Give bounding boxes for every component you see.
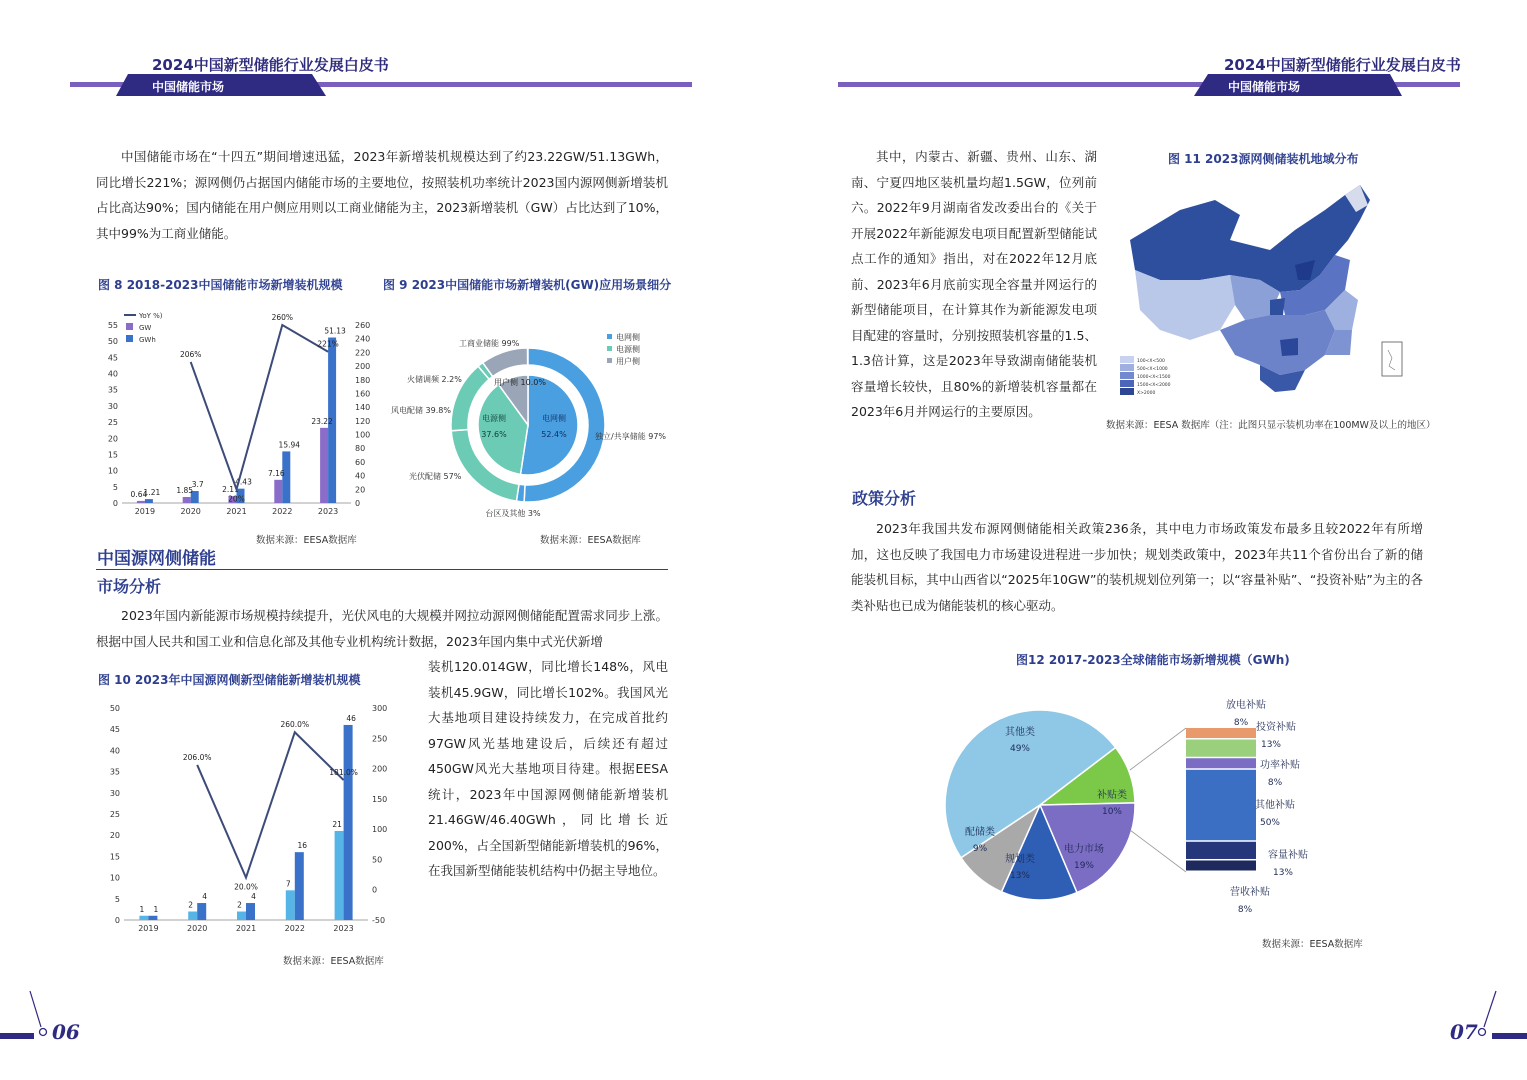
y2-tick-label: 140 bbox=[355, 403, 371, 413]
y-tick-label: 40 bbox=[109, 746, 120, 756]
fig12-title: 图12 2017-2023全球储能市场新增规模（GWh) bbox=[1016, 653, 1290, 667]
bar-gw bbox=[286, 890, 295, 920]
data-label-gwh: 51.13 bbox=[324, 326, 346, 336]
data-label-gw: 23.22 bbox=[311, 416, 333, 426]
outer-label: 光伏配储 57% bbox=[409, 472, 462, 481]
y-tick-label: 45 bbox=[109, 725, 120, 735]
region-paragraph: 其中，内蒙古、新疆、贵州、山东、湖南、宁夏四地区装机量均超1.5GW，位列前六。2022年9月湖南省发改委出台的《关于开展2022年新能源发电项目配置新型储能试点工作的通知》指出，对在2022年12月底前、2023年6月底前实现全容量并网运行的新型储能项目，在计算其作为新能源发电项目配建的容量时，分别按照装机容量的1.5、1.3倍计算，这是2023年导致湖南储能装机容量增长较快，且80%的新增装机容量都在2023年6月并网运行的主要原因。 bbox=[851, 149, 1097, 419]
inner-value: 37.6% bbox=[481, 430, 507, 439]
left-intro-paragraph: 中国储能市场在“十四五”期间增速迅猛，2023年新增装机规模达到了约23.22GW/51.13GWh，同比增长221%；源网侧仍占据国内储能市场的主要地位，按照装机功率统计2023国内源网侧新增装机占比高达90%；国内储能在用户侧应用则以工商业储能为主，2023新增装机（GW）占比达到了10%，其中99%为工商业储能。 bbox=[96, 149, 668, 241]
legend-gw: GW bbox=[139, 324, 152, 332]
map-source: 数据来源：EESA 数据库（注：此图只显示装机功率在100MW及以上的地区） bbox=[1106, 420, 1436, 431]
yoy-line bbox=[191, 325, 328, 489]
legend-gw-swatch bbox=[126, 323, 133, 330]
breakdown-segment bbox=[1186, 740, 1256, 757]
bar-gwh bbox=[246, 903, 255, 920]
data-label-gwh: 46 bbox=[346, 713, 356, 723]
map-legend-1: 100<X<500 bbox=[1137, 359, 1165, 364]
y-tick-label: 40 bbox=[107, 369, 118, 379]
data-label-yoy: 260% bbox=[271, 313, 294, 322]
fig10-title: 图 10 2023年中国源网侧新型储能新增装机规模 bbox=[98, 673, 361, 687]
slice-value: 9% bbox=[972, 844, 988, 854]
market-paragraph-1: 2023年国内新能源市场规模持续提升，光伏风电的大规模并网拉动源网侧储能配置需求同步上涨。根据中国人民共和国工业和信息化部及其他专业机构统计数据，2023年国内集中式光伏新增 bbox=[96, 608, 668, 649]
x-tick-label: 2020 bbox=[187, 924, 208, 933]
right-header-banner bbox=[830, 0, 1527, 105]
breakdown-label: 营收补贴 bbox=[1230, 887, 1270, 898]
y-tick-label: 15 bbox=[107, 450, 118, 460]
breakdown-segment bbox=[1186, 758, 1256, 768]
bar-gwh bbox=[197, 903, 206, 920]
slice-label: 配储类 bbox=[965, 827, 995, 838]
y-tick-label: 0 bbox=[114, 916, 120, 925]
x-tick-label: 2020 bbox=[180, 507, 201, 516]
yoy-line bbox=[197, 732, 343, 877]
y-tick-label: 25 bbox=[109, 810, 120, 819]
y-tick-label: 20 bbox=[107, 434, 118, 444]
map-legend-2: 500<X<1000 bbox=[1137, 367, 1168, 372]
breakdown-segment bbox=[1186, 770, 1256, 841]
inner-label: 电源侧 bbox=[482, 414, 506, 423]
map-legend-4: 1500<X<2000 bbox=[1137, 383, 1171, 388]
fig10-source: 数据来源：EESA数据库 bbox=[283, 956, 384, 967]
y2-tick-label: 200 bbox=[372, 764, 388, 774]
bar-gw bbox=[335, 831, 344, 920]
fig8-source: 数据来源：EESA数据库 bbox=[256, 535, 357, 546]
fig10-chart bbox=[96, 698, 406, 938]
data-label-gw: 1 bbox=[139, 904, 145, 914]
y-tick-label: 45 bbox=[107, 353, 118, 363]
china-map bbox=[1120, 180, 1440, 405]
section-title: 中国源网侧储能 bbox=[97, 549, 216, 569]
legend-label: 用户侧 bbox=[616, 357, 640, 366]
y2-tick-label: 80 bbox=[355, 444, 366, 454]
fig9-source: 数据来源：EESA数据库 bbox=[540, 535, 641, 546]
slice-label: 规划类 bbox=[1005, 854, 1035, 865]
slice-label: 补贴类 bbox=[1097, 790, 1127, 801]
fig11-title: 图 11 2023源网侧储装机地域分布 bbox=[1168, 152, 1359, 166]
y2-tick-label: 180 bbox=[355, 375, 371, 385]
bar-gw bbox=[188, 912, 197, 920]
breakdown-label: 投资补贴 bbox=[1256, 722, 1296, 733]
book-title: 2024中国新型储能行业发展白皮书 bbox=[152, 56, 389, 74]
data-label-yoy: 260.0% bbox=[280, 720, 310, 730]
inner-label: 用户侧 10.0% bbox=[494, 378, 546, 387]
map-legend-5: X>2000 bbox=[1137, 391, 1156, 396]
y2-tick-label: 0 bbox=[372, 885, 378, 895]
right-page-number: 07 bbox=[1450, 1020, 1478, 1044]
left-header-banner bbox=[0, 0, 700, 105]
legend-swatch bbox=[607, 358, 612, 363]
breakdown-label: 容量补贴 bbox=[1268, 850, 1308, 861]
legend-swatch bbox=[607, 334, 612, 339]
legend-label: 电源侧 bbox=[616, 345, 640, 354]
y-tick-label: 30 bbox=[107, 401, 118, 411]
y2-tick-label: 40 bbox=[355, 471, 366, 481]
fig12-source: 数据来源：EESA数据库 bbox=[1262, 939, 1363, 950]
x-tick-label: 2023 bbox=[317, 507, 339, 516]
legend-label: 电网侧 bbox=[616, 333, 640, 342]
left-page-number: 06 bbox=[52, 1020, 80, 1044]
bar-gw bbox=[183, 497, 191, 503]
data-label-gwh: 4 bbox=[202, 892, 208, 902]
data-label-gw: 0.64 bbox=[130, 489, 148, 499]
breakdown-segment bbox=[1186, 860, 1256, 870]
connector-line bbox=[1130, 830, 1186, 872]
slice-value: 10% bbox=[1101, 807, 1123, 817]
legend-swatch bbox=[607, 346, 612, 351]
y2-tick-label: 160 bbox=[355, 389, 371, 399]
fig8-title: 图 8 2018-2023中国储能市场新增装机规模 bbox=[98, 278, 343, 292]
breakdown-value: 50% bbox=[1259, 818, 1281, 828]
breakdown-label: 其他补贴 bbox=[1255, 800, 1295, 811]
fig12-chart bbox=[930, 690, 1350, 920]
slice-label: 其他类 bbox=[1005, 727, 1035, 738]
data-label-yoy: 221% bbox=[317, 339, 339, 349]
y2-tick-label: 220 bbox=[355, 348, 371, 358]
y-tick-label: 50 bbox=[109, 704, 120, 713]
data-label-yoy: 20% bbox=[228, 494, 245, 504]
x-tick-label: 2019 bbox=[134, 507, 156, 516]
policy-title: 政策分析 bbox=[852, 489, 917, 508]
right-book-title: 2024中国新型储能行业发展白皮书 bbox=[1224, 56, 1461, 74]
breakdown-value: 8% bbox=[1237, 905, 1253, 915]
data-label-gwh: 15.94 bbox=[278, 440, 301, 450]
y2-tick-label: 100 bbox=[355, 430, 371, 440]
breakdown-value: 8% bbox=[1233, 718, 1249, 728]
y-tick-label: 35 bbox=[109, 767, 120, 777]
breakdown-label: 放电补贴 bbox=[1226, 700, 1266, 711]
y2-tick-label: 50 bbox=[372, 855, 383, 865]
y2-tick-label: 20 bbox=[355, 485, 366, 495]
y-tick-label: 55 bbox=[107, 321, 118, 330]
data-label-gwh: 1 bbox=[153, 904, 159, 914]
bar-gwh bbox=[295, 852, 304, 920]
data-label-gw: 2 bbox=[237, 900, 242, 910]
data-label-gwh: 1.21 bbox=[143, 488, 161, 498]
data-label-gwh: 4 bbox=[251, 892, 256, 902]
outer-label: 风电配储 39.8% bbox=[391, 406, 451, 415]
bar-gwh bbox=[148, 916, 157, 920]
data-label-gw: 2.11 bbox=[222, 485, 239, 495]
breakdown-segment bbox=[1186, 842, 1256, 859]
slice-value: 19% bbox=[1073, 861, 1095, 871]
y2-tick-label: 260 bbox=[355, 321, 371, 330]
y2-tick-label: 60 bbox=[355, 457, 366, 467]
y2-tick-label: 100 bbox=[372, 825, 388, 835]
y-tick-label: 10 bbox=[109, 873, 120, 883]
x-tick-label: 2021 bbox=[235, 924, 257, 933]
y-tick-label: 25 bbox=[107, 418, 118, 428]
y-tick-label: 5 bbox=[112, 482, 118, 492]
x-tick-label: 2022 bbox=[272, 507, 293, 516]
y2-tick-label: 150 bbox=[372, 794, 388, 804]
bar-gw bbox=[237, 912, 246, 920]
map-legend-3: 1000<X<1500 bbox=[1137, 375, 1171, 380]
outer-label: 台区及其他 3% bbox=[485, 509, 541, 518]
data-label-gwh: 4.43 bbox=[235, 477, 252, 487]
data-label-yoy: 20.0% bbox=[234, 882, 258, 892]
policy-paragraph: 2023年我国共发布源网侧储能相关政策236条，其中电力市场政策发布最多且较2022年有所增加，这也反映了我国电力市场建设进程进一步加快；规划类政策中，2023年共11个省份出台了新的储能装机目标，其中山西省以“2025年10GW”的装机规划位列第一；以“容量补贴”、“投资补贴”为主的各类补贴也已成为储能装机的核心驱动。 bbox=[851, 521, 1423, 613]
x-tick-label: 2019 bbox=[138, 924, 159, 933]
map-legend bbox=[1120, 356, 1171, 396]
market-paragraph-2: 装机120.014GW，同比增长148%，风电装机45.9GW，同比增长102%。我国风光大基地项目建设持续发力，在完成首批约97GW风光基地建设后，后续还有超过450GW风光大基地项目待建。根据EESA统计，2023年中国源网侧储能新增装机21.46GW/46.40GWh，同比增长近200%，占全国新型储能新增装机的96%，在我国新型储能装机结构中仍据主导地位。 bbox=[428, 659, 668, 878]
breakdown-value: 8% bbox=[1267, 778, 1283, 788]
y-tick-label: 15 bbox=[109, 852, 120, 862]
breakdown-segment bbox=[1186, 728, 1256, 738]
y-tick-label: 0 bbox=[112, 499, 118, 508]
data-label-gw: 7 bbox=[285, 879, 291, 889]
y-tick-label: 20 bbox=[109, 831, 120, 841]
outer-slice bbox=[483, 348, 528, 376]
fig9-title: 图 9 2023中国储能市场新增装机(GW)应用场景细分 bbox=[383, 278, 672, 292]
data-label-yoy: 206% bbox=[179, 349, 202, 359]
bar-gw bbox=[137, 501, 145, 503]
slice-value: 49% bbox=[1009, 744, 1031, 754]
y2-tick-label: 300 bbox=[372, 704, 388, 713]
data-label-gw: 2 bbox=[188, 900, 194, 910]
slice-value: 13% bbox=[1009, 871, 1031, 881]
y-tick-label: 50 bbox=[107, 337, 118, 347]
breakdown-label: 功率补贴 bbox=[1260, 760, 1300, 771]
y2-tick-label: 240 bbox=[355, 334, 371, 344]
y-tick-label: 5 bbox=[114, 894, 120, 904]
bar-gwh bbox=[145, 499, 153, 503]
y2-tick-label: 0 bbox=[355, 499, 361, 508]
outer-label: 火储调频 2.2% bbox=[407, 375, 462, 384]
bar-gw bbox=[139, 916, 148, 920]
outer-label: 工商业储能 99% bbox=[459, 339, 520, 348]
inner-label: 电网侧 bbox=[542, 414, 566, 423]
fig8-chart bbox=[96, 305, 386, 520]
bar-gwh bbox=[344, 725, 353, 920]
subsection-title: 市场分析 bbox=[97, 577, 162, 596]
data-label-yoy: 206.0% bbox=[182, 752, 212, 762]
data-label-gw: 7.16 bbox=[267, 468, 285, 478]
inner-value: 52.4% bbox=[541, 430, 567, 439]
data-label-gw: 21 bbox=[332, 819, 342, 829]
y2-tick-label: -50 bbox=[372, 916, 386, 925]
data-label-yoy: 181.0% bbox=[329, 768, 358, 778]
legend-yoy: YoY %) bbox=[139, 312, 163, 320]
inner-slice bbox=[520, 375, 578, 475]
right-chapter-title: 中国储能市场 bbox=[1228, 80, 1301, 94]
connector-line bbox=[1130, 728, 1186, 770]
legend-gwh: GWh bbox=[139, 336, 156, 344]
bar-gw bbox=[320, 428, 328, 503]
data-label-gwh: 3.7 bbox=[191, 480, 204, 490]
data-label-gw: 1.85 bbox=[176, 486, 194, 496]
data-label-gwh: 16 bbox=[297, 841, 308, 851]
y2-tick-label: 120 bbox=[355, 416, 371, 426]
chapter-title: 中国储能市场 bbox=[152, 80, 225, 94]
y2-tick-label: 200 bbox=[355, 362, 371, 372]
y-tick-label: 10 bbox=[107, 466, 118, 476]
x-tick-label: 2021 bbox=[226, 507, 247, 516]
fig9-chart bbox=[385, 330, 675, 525]
breakdown-value: 13% bbox=[1260, 740, 1282, 750]
outer-label: 独立/共享储能 97% bbox=[595, 432, 667, 441]
bar-gw bbox=[274, 480, 282, 503]
x-tick-label: 2023 bbox=[333, 924, 354, 933]
breakdown-value: 13% bbox=[1272, 868, 1294, 878]
section-divider bbox=[96, 569, 668, 570]
legend-gwh-swatch bbox=[126, 335, 133, 342]
y-tick-label: 35 bbox=[107, 385, 118, 395]
slice-label: 电力市场 bbox=[1064, 844, 1104, 855]
x-tick-label: 2022 bbox=[284, 924, 305, 933]
y2-tick-label: 250 bbox=[372, 734, 388, 744]
y-tick-label: 30 bbox=[109, 788, 120, 798]
